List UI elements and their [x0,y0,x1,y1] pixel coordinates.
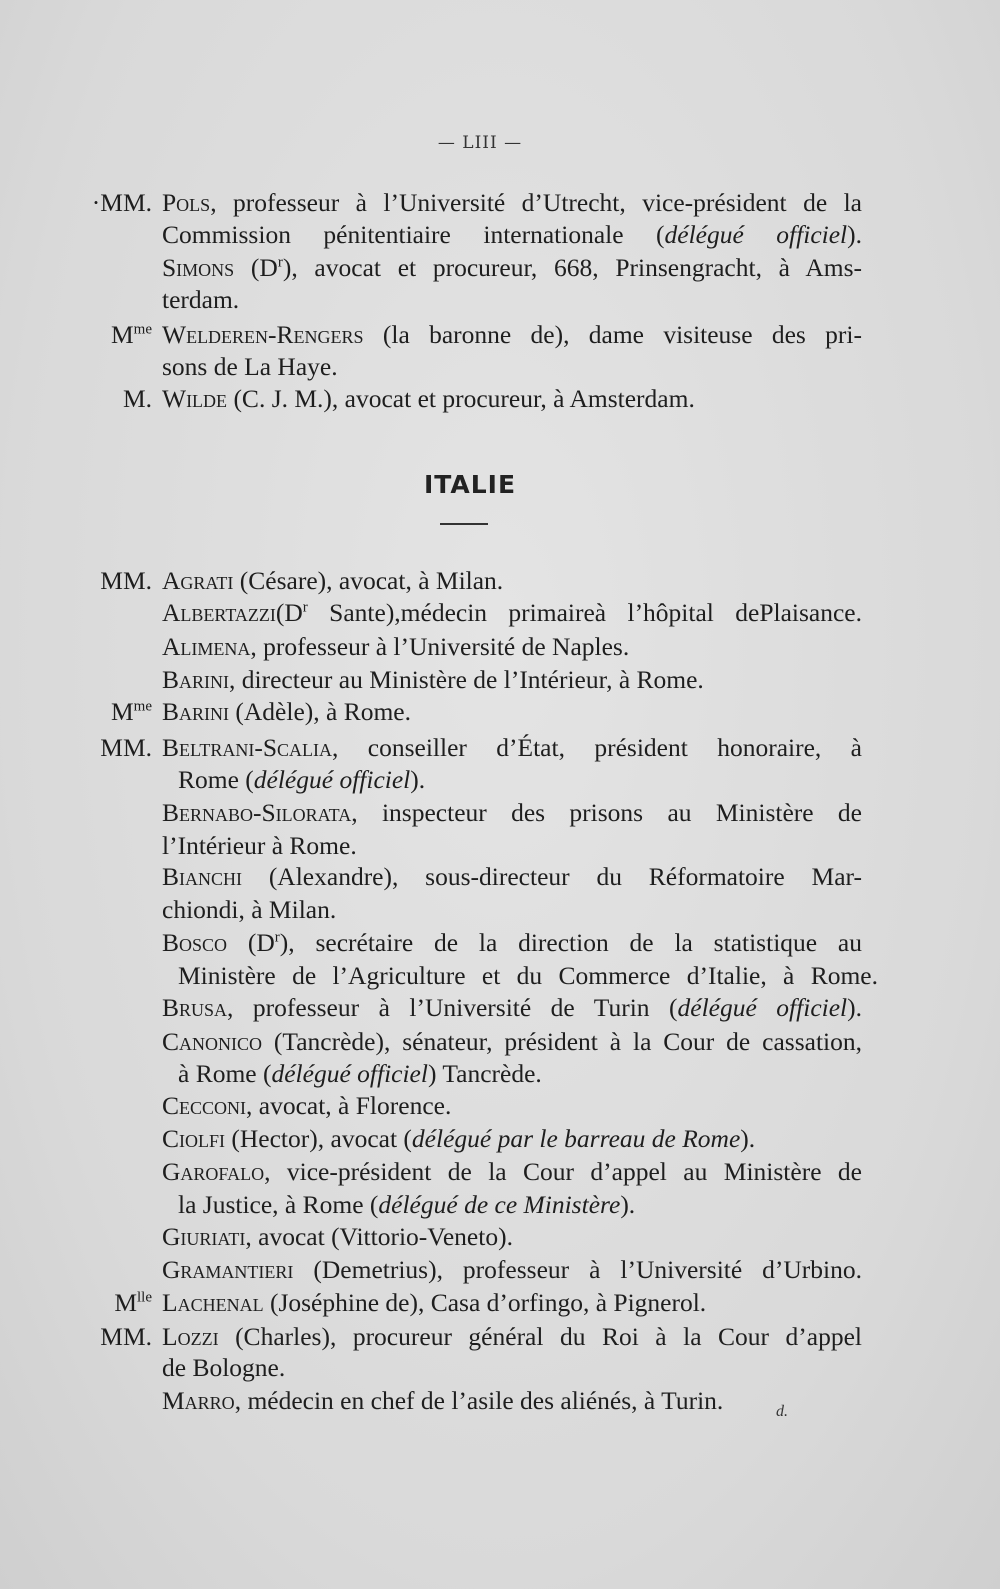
line-body [162,1386,723,1416]
line-text: (Charles), procureur général du Roi à la Cour d’appel [218,1322,862,1351]
line-text: , directeur au Ministère de l’Intérieur, à Rome. [229,665,704,694]
line-text: , professeur à l’Université de Turin ( [227,993,678,1022]
line-body [162,188,862,218]
honorific: ·MM. [91,188,152,217]
line-text: , inspecteur des prisons au Ministère de [351,798,862,827]
person-name: Beltrani-Scalia [162,733,333,762]
person-name: Alimena [162,632,251,661]
line-body [162,1353,285,1383]
honorific-superscript: me [133,698,152,715]
line-text: (Tancrède), sénateur, président à la Cour de cassation, [262,1027,862,1056]
italic-note: délégué de ce Ministère [378,1190,621,1219]
person-name: Lozzi [162,1322,219,1351]
line-text: (Alexandre), sous-directeur du Réformatoire Mar- [242,862,862,891]
line-body [162,928,862,958]
person-name: Marro [162,1386,235,1415]
honorific: $M^{me}$ [110,697,152,726]
line-body [162,566,503,596]
honorific: $M^{me}$ [110,320,152,349]
line-text: ). [620,1190,636,1219]
person-name: Bernabo-Silorata [162,798,352,827]
person-name: Lachenal [162,1288,264,1317]
line-body [162,1322,862,1352]
line-text: (C. J. M.), avocat et procureur, à Amsterdam. [227,384,695,413]
line-body [162,895,336,925]
line-body [162,831,357,861]
line-text: chiondi, à Milan. [162,895,337,924]
line-text: à Rome ( [178,1059,272,1088]
honorific-superscript: lle [137,1289,152,1306]
person-name: Garofalo [162,1157,265,1186]
honorific: M. [122,384,152,413]
superscript: r [302,599,308,616]
line-text: (Adèle), à Rome. [229,697,411,726]
signature-mark: d. [776,1403,788,1420]
line-text: ), avocat et procureur, 668, Prinsengracht, à Ams- [282,253,862,282]
honorific-superscript: me [133,321,152,338]
line-text: (D [275,598,303,627]
line-text: Sante),médecin primaireà l’hôpital dePlaisance. [307,598,862,627]
line-body [162,632,629,662]
line-text: , médecin en chef de l’asile des aliénés, à Turin. [234,1386,724,1415]
line-body [162,220,862,250]
line-body [162,598,862,628]
person-name: Cecconi [162,1091,247,1120]
honorific: MM. [100,1322,152,1351]
person-name: Gramantieri [162,1255,294,1284]
line-text: de Bologne. [162,1353,286,1382]
person-name: Barini [162,697,230,726]
line-text: ). [847,993,862,1022]
line-text: , avocat (Vittorio-Veneto). [245,1222,513,1251]
line-text: l’Intérieur à Rome. [162,831,357,860]
line-body [162,733,862,763]
line-body [162,862,862,892]
person-name: Wilde [162,384,228,413]
line-text: (Hector), avocat ( [225,1124,412,1153]
superscript: r [277,254,283,271]
person-name: Bosco [162,928,228,957]
person-name: Bianchi [162,862,242,891]
line-text: ). [410,765,426,794]
line-body [178,1059,542,1089]
person-name: Brusa [162,993,228,1022]
line-body [162,1222,513,1252]
honorific: MM. [100,733,152,762]
line-body [162,798,862,828]
person-name: Simons [162,253,235,282]
line-text: , conseiller d’État, président honoraire, à [332,733,862,762]
line-body [162,665,704,695]
italic-note: délégué par le barreau de Rome [411,1124,741,1153]
line-body [162,1157,862,1187]
person-name: Agrati [162,566,234,595]
page-number-header: — LIII — [437,133,523,153]
line-body [178,961,878,991]
line-text: (la baronne de), dame visiteuse des pri- [363,320,862,349]
section-rule [440,523,488,525]
line-text: (D [234,253,278,282]
line-text: terdam. [162,285,240,314]
line-body [162,320,862,350]
line-text: (D [227,928,275,957]
honorific: MM. [100,566,152,595]
line-text: la Justice, à Rome ( [178,1190,379,1219]
line-body [162,1288,706,1318]
section-title: ITALIE [423,470,517,499]
line-body [178,765,425,795]
line-body [162,993,862,1023]
person-name: Welderen-Rengers [162,320,364,349]
italic-note: délégué officiel [271,1059,428,1088]
line-body [162,697,411,727]
person-name: Albertazzi [162,598,276,627]
superscript: r [274,929,280,946]
person-name: Giuriati [162,1222,246,1251]
line-body [178,1190,635,1220]
line-body [162,1091,451,1121]
line-body [162,253,862,283]
line-text: , avocat, à Florence. [246,1091,452,1120]
line-body [162,1124,755,1154]
line-text: (Césare), avocat, à Milan. [233,566,504,595]
line-body [162,285,239,315]
line-text: ). [847,220,862,249]
person-name: Pols [162,188,211,217]
line-text: , vice-président de la Cour d’appel au Ministère de [264,1157,862,1186]
honorific: $M^{lle}$ [114,1288,152,1317]
line-text: , professeur à l’Université d’Utrecht, vice-président de la [210,188,862,217]
line-text: (Joséphine de), Casa d’orfingo, à Pignerol. [263,1288,707,1317]
italic-note: délégué officiel [664,220,848,249]
line-text: Rome ( [178,765,254,794]
line-text: ) Tancrède. [427,1059,542,1088]
italic-note: délégué officiel [253,765,411,794]
line-text: sons de La Haye. [162,352,338,381]
line-text: , professeur à l’Université de Naples. [250,632,630,661]
line-body [162,1255,862,1285]
italic-note: délégué officiel [677,993,848,1022]
line-text: (Demetrius), professeur à l’Université d’Urbino. [293,1255,862,1284]
line-text: ). [740,1124,756,1153]
line-text: ), secrétaire de la direction de la statistique au [279,928,862,957]
person-name: Barini [162,665,230,694]
line-text: Ministère de l’Agriculture et du Commerce d’Italie, à Rome. [178,961,878,990]
person-name: Ciolfi [162,1124,226,1153]
line-body [162,1027,862,1057]
person-name: Canonico [162,1027,263,1056]
line-body [162,352,338,382]
line-body [162,384,695,414]
line-text: Commission pénitentiaire internationale ( [162,220,665,249]
